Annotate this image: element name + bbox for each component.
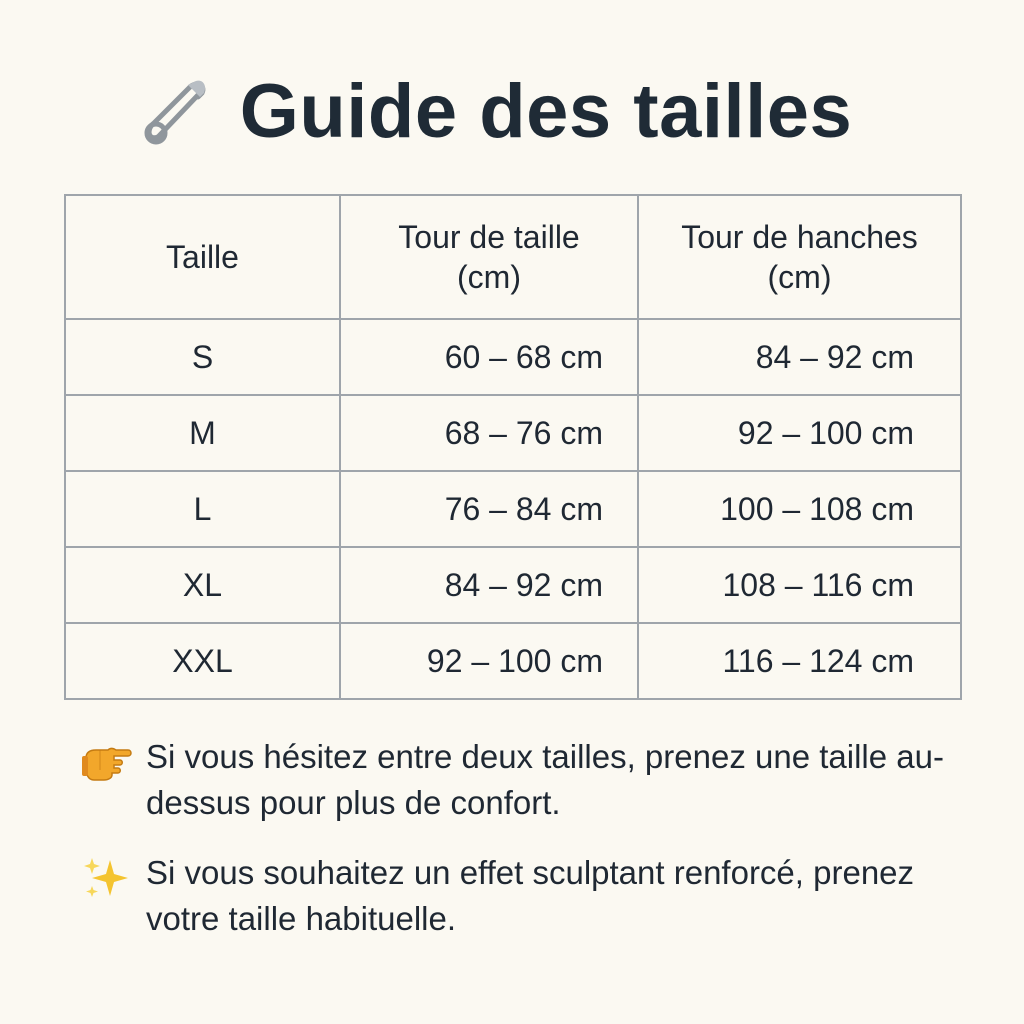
header-hips — [638, 195, 961, 319]
sparkles-icon — [80, 856, 134, 900]
waist-cell: 84 – 92 cm — [340, 547, 638, 623]
size-cell: XL — [65, 547, 340, 623]
page-title: Guide des tailles — [239, 69, 853, 154]
waist-cell: 60 – 68 cm — [340, 319, 638, 395]
size-cell: S — [65, 319, 340, 395]
header-waist-line2: (cm) — [457, 259, 521, 295]
safety-pin-icon — [142, 73, 210, 151]
header-size: Taille — [65, 195, 340, 319]
tips-section — [80, 734, 960, 966]
hips-cell: 116 – 124 cm — [638, 623, 961, 699]
table-row — [65, 319, 961, 395]
size-cell: L — [65, 471, 340, 547]
header-hips-line1: Tour de hanches — [681, 219, 918, 255]
waist-cell: 68 – 76 cm — [340, 395, 638, 471]
header-waist — [340, 195, 638, 319]
tip-text: Si vous souhaitez un effet sculptant renforcé, prenez votre taille habituelle. — [146, 854, 915, 937]
table-row — [65, 623, 961, 699]
size-cell: XXL — [65, 623, 340, 699]
table-row — [65, 547, 961, 623]
size-table — [64, 194, 962, 700]
tip-text: Si vous hésitez entre deux tailles, prenez une taille au-dessus pour plus de confort. — [146, 738, 944, 821]
table-row — [65, 471, 961, 547]
size-cell: M — [65, 395, 340, 471]
waist-cell: 76 – 84 cm — [340, 471, 638, 547]
hips-cell: 84 – 92 cm — [638, 319, 961, 395]
header-waist-line1: Tour de taille — [398, 219, 580, 255]
pointing-hand-icon — [80, 740, 134, 784]
table-header-row — [65, 195, 961, 319]
title-group — [142, 69, 853, 154]
page-header — [0, 62, 1024, 162]
tip-item — [80, 850, 960, 942]
header-hips-line2: (cm) — [767, 259, 832, 295]
tip-item — [80, 734, 960, 826]
table-row — [65, 395, 961, 471]
hips-cell: 92 – 100 cm — [638, 395, 961, 471]
hips-cell: 108 – 116 cm — [638, 547, 961, 623]
waist-cell: 92 – 100 cm — [340, 623, 638, 699]
hips-cell: 100 – 108 cm — [638, 471, 961, 547]
